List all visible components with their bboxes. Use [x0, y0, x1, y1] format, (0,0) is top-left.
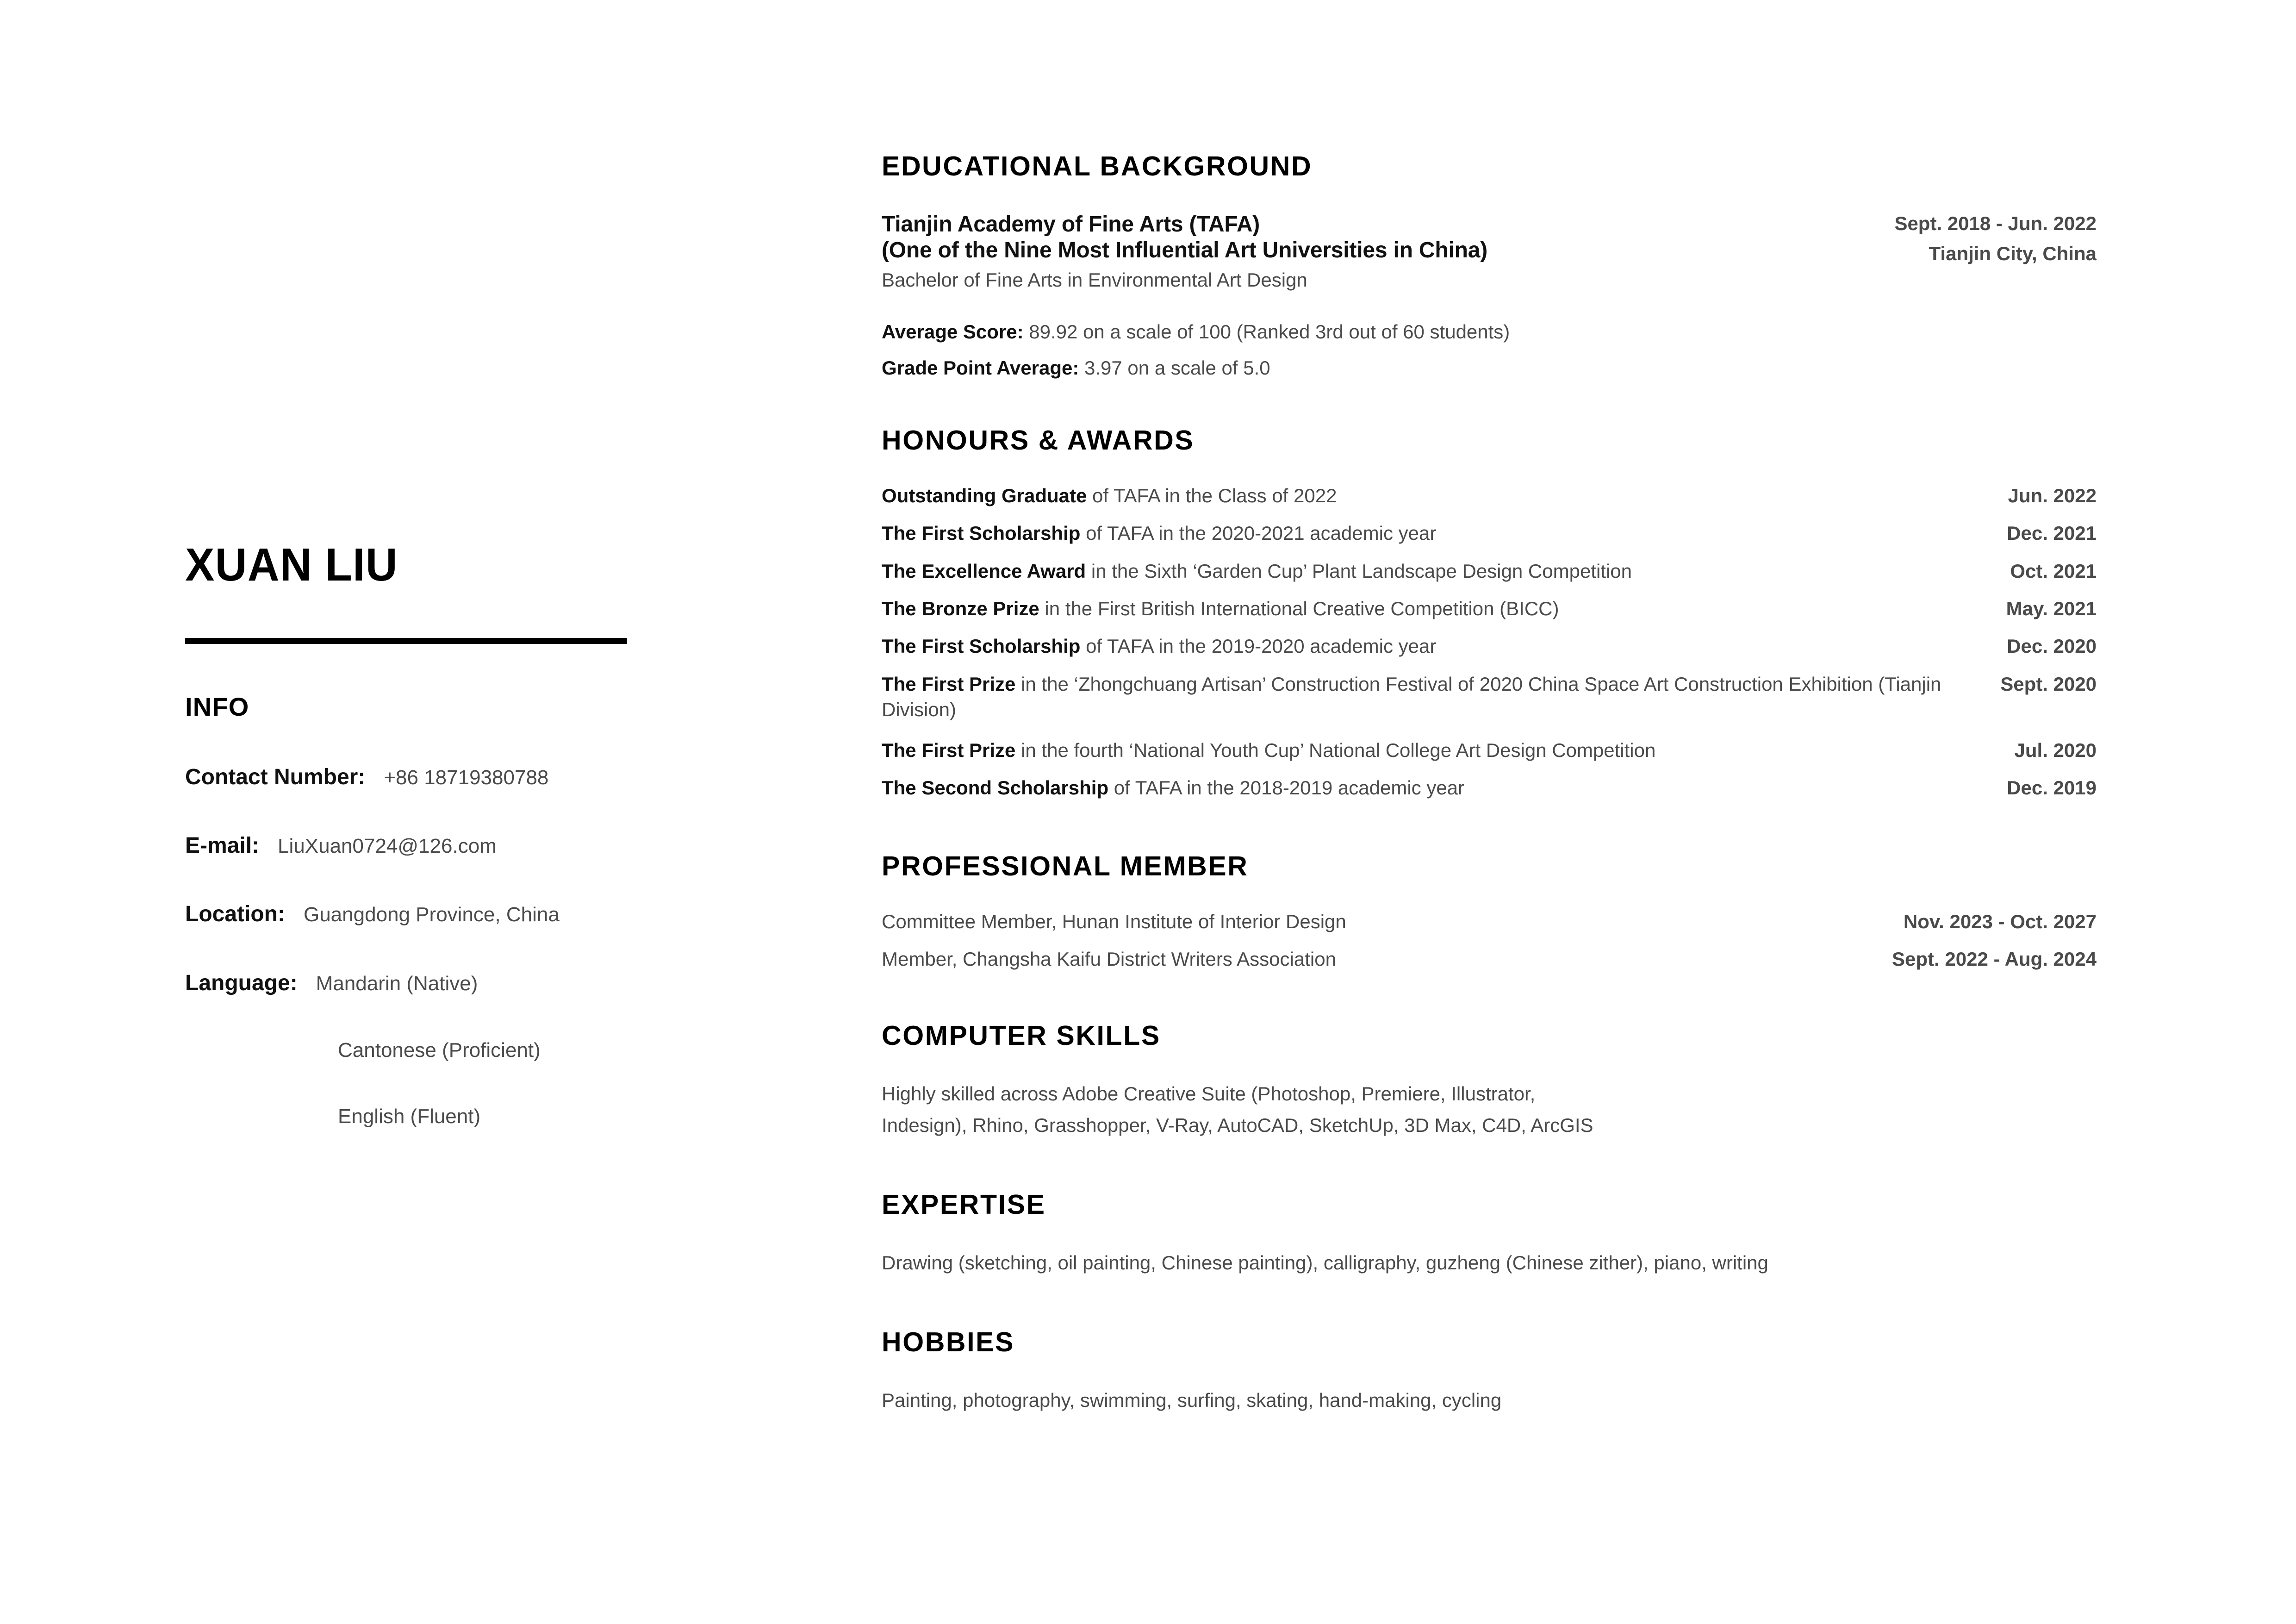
honour-text	[882, 483, 2008, 508]
membership-section-title: PROFESSIONAL MEMBER	[882, 850, 1249, 881]
membership-text: Committee Member, Hunan Institute of Interior Design	[882, 910, 1346, 932]
name-divider	[185, 638, 627, 644]
honour-text	[882, 671, 2000, 723]
expertise-body: Drawing (sketching, oil painting, Chinese painting), calligraphy, guzheng (Chinese zither), piano, writing	[882, 1251, 1768, 1274]
honour-detail: in the ‘Zhongchuang Artisan’ Construction Festival of 2020 China Space Art Construction Exhibition (Tianjin Division)	[882, 673, 1941, 721]
honour-item	[882, 558, 2097, 584]
honour-detail: of TAFA in the 2020-2021 academic year	[1080, 522, 1437, 544]
average-score-line	[882, 320, 2097, 344]
honour-date: Dec. 2020	[2007, 635, 2097, 657]
contact-number-label: Contact Number:	[185, 765, 366, 789]
hobbies-section-title: HOBBIES	[882, 1326, 1015, 1357]
education-degree: Bachelor of Fine Arts in Environmental Art Design	[882, 269, 1307, 291]
membership-section	[882, 850, 2097, 972]
membership-list	[882, 909, 2097, 972]
honour-item	[882, 737, 2097, 763]
language-value-primary: Mandarin (Native)	[316, 972, 478, 995]
membership-date: Sept. 2022 - Aug. 2024	[1892, 948, 2097, 970]
honour-item	[882, 483, 2097, 508]
honour-name: The Second Scholarship	[882, 777, 1109, 799]
email-label: E-mail:	[185, 833, 260, 858]
honour-date: Dec. 2021	[2007, 522, 2097, 544]
honour-text	[882, 775, 2007, 800]
computer-skills-section-title: COMPUTER SKILLS	[882, 1020, 1161, 1051]
gpa-value: 3.97 on a scale of 5.0	[1084, 357, 1270, 379]
honour-detail: in the fourth ‘National Youth Cup’ National College Art Design Competition	[1015, 739, 1656, 761]
honour-date: Sept. 2020	[2000, 673, 2097, 695]
membership-item	[882, 946, 2097, 972]
honour-detail: in the First British International Creative Competition (BICC)	[1039, 598, 1559, 620]
computer-skills-section	[882, 1022, 2097, 1141]
language-row	[185, 970, 731, 996]
honour-item	[882, 775, 2097, 800]
location-label: Location:	[185, 902, 285, 927]
membership-item	[882, 909, 2097, 934]
honour-text	[882, 633, 2007, 659]
honour-name: Outstanding Graduate	[882, 484, 1087, 506]
honour-text	[882, 520, 2007, 546]
page-title: XUAN LIU	[185, 539, 398, 591]
average-score-label: Average Score:	[882, 320, 1024, 343]
honours-section-title: HONOURS & AWARDS	[882, 425, 1195, 456]
honour-name: The Bronze Prize	[882, 598, 1039, 620]
education-school-note: (One of the Nine Most Influential Art Universities in China)	[882, 237, 1487, 262]
honour-date: Jul. 2020	[2014, 739, 2097, 761]
honour-detail: of TAFA in the 2018-2019 academic year	[1108, 777, 1465, 799]
info-section-title: INFO	[185, 692, 249, 721]
honour-date: May. 2021	[2006, 598, 2097, 620]
computer-skills-line-2: Indesign), Rhino, Grasshopper, V-Ray, AutoCAD, SketchUp, 3D Max, C4D, ArcGIS	[882, 1114, 1593, 1136]
location-row	[185, 901, 731, 927]
computer-skills-line-1: Highly skilled across Adobe Creative Suite (Photoshop, Premiere, Illustrator,	[882, 1082, 1536, 1105]
expertise-section-title: EXPERTISE	[882, 1189, 1046, 1220]
education-entry-right	[1876, 212, 2097, 265]
language-value-secondary: Cantonese (Proficient)	[338, 1038, 541, 1062]
contact-number-row	[185, 764, 731, 790]
honour-item	[882, 633, 2097, 659]
honour-name: The Excellence Award	[882, 560, 1086, 582]
honour-text	[882, 737, 2015, 763]
education-section	[882, 153, 2097, 381]
honour-detail: in the Sixth ‘Garden Cup’ Plant Landscape Design Competition	[1086, 560, 1632, 582]
contact-number-value: +86 18719380788	[384, 766, 549, 789]
education-stats	[882, 320, 2097, 381]
honour-item	[882, 671, 2097, 723]
honour-name: The First Prize	[882, 673, 1016, 695]
email-row	[185, 833, 731, 858]
email-value[interactable]: LiuXuan0724@126.com	[278, 835, 497, 858]
honour-name: The First Scholarship	[882, 522, 1081, 544]
computer-skills-body	[882, 1078, 2097, 1141]
honour-date: Oct. 2021	[2010, 560, 2097, 582]
honour-date: Jun. 2022	[2008, 484, 2097, 506]
honours-section	[882, 427, 2097, 801]
honour-date: Dec. 2019	[2007, 777, 2097, 799]
average-score-value: 89.92 on a scale of 100 (Ranked 3rd out of 60 students)	[1029, 320, 1510, 343]
honour-text	[882, 558, 2010, 584]
expertise-section	[882, 1191, 2097, 1279]
honour-text	[882, 596, 2006, 621]
education-entry-left	[882, 212, 1876, 292]
education-school: Tianjin Academy of Fine Arts (TAFA)	[882, 212, 1260, 237]
main-content	[882, 153, 2097, 1416]
honour-name: The First Prize	[882, 739, 1016, 761]
gpa-line	[882, 356, 2097, 381]
membership-text: Member, Changsha Kaifu District Writers Association	[882, 948, 1336, 970]
language-label: Language:	[185, 970, 298, 995]
education-entry	[882, 212, 2097, 292]
hobbies-section	[882, 1326, 2097, 1416]
education-section-title: EDUCATIONAL BACKGROUND	[882, 151, 1313, 181]
location-value: Guangdong Province, China	[303, 903, 560, 926]
sidebar	[185, 539, 731, 1172]
honour-detail: of TAFA in the 2019-2020 academic year	[1080, 635, 1437, 657]
language-value-tertiary: English (Fluent)	[338, 1105, 481, 1128]
honour-item	[882, 520, 2097, 546]
membership-date: Nov. 2023 - Oct. 2027	[1903, 910, 2097, 932]
gpa-label: Grade Point Average:	[882, 357, 1079, 379]
education-location: Tianjin City, China	[1929, 243, 2097, 265]
honours-list	[882, 483, 2097, 801]
hobbies-body: Painting, photography, swimming, surfing, skating, hand-making, cycling	[882, 1389, 1502, 1411]
honour-name: The First Scholarship	[882, 635, 1081, 657]
honour-item	[882, 596, 2097, 621]
info-list	[185, 764, 731, 1129]
honour-detail: of TAFA in the Class of 2022	[1087, 484, 1337, 506]
education-date: Sept. 2018 - Jun. 2022	[1894, 212, 2097, 234]
